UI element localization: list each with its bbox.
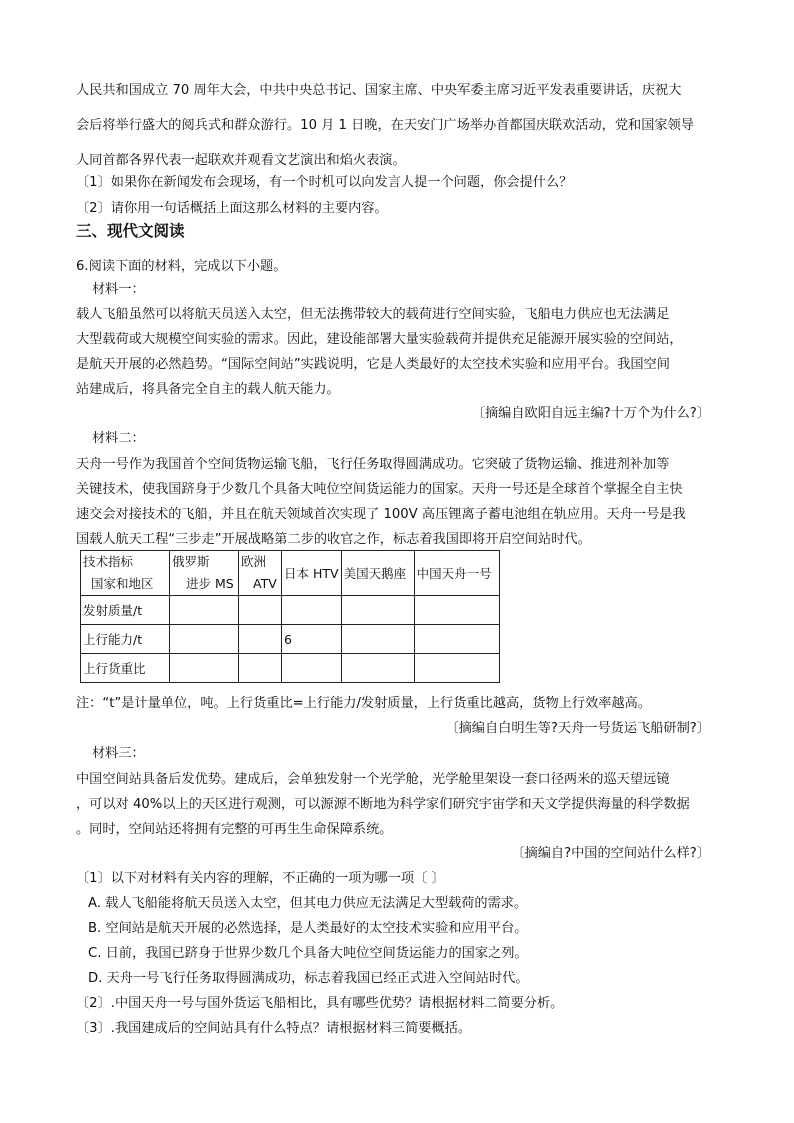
sub-question-2: 〔2〕.中国天舟一号与国外货运飞船相比，具有哪些优势？请根据材料二简要分析。 xyxy=(76,996,564,1011)
column-header-top: 美国天鹅座 xyxy=(343,566,407,581)
table-cell xyxy=(341,625,414,654)
column-header-europe xyxy=(239,551,282,596)
table-row xyxy=(81,625,500,654)
column-header-bottom: ATV xyxy=(253,576,277,591)
option-a: A. 载人飞船能将航天员送入太空，但其电力供应无法满足大型载荷的需求。 xyxy=(88,896,528,911)
table-corner-cell xyxy=(81,551,170,596)
section-title: 三、现代文阅读 xyxy=(76,222,185,240)
material-3-line-1: 中国空间站具备后发优势。建成后，会单独发射一个光学舱，光学舱里架设一套口径两米的巡天望远镜 xyxy=(76,772,670,787)
intro-line-3: 人同首都各界代表一起联欢并观看文艺演出和焰火表演。 xyxy=(76,153,406,168)
question-2: 〔2〕请你用一句话概括上面这那么材料的主要内容。 xyxy=(76,201,388,216)
material-1-line-1: 载人飞船虽然可以将航天员送入太空，但无法携带较大的载荷进行空间实验，飞船电力供应也无法满足 xyxy=(76,307,670,322)
material-2-line-2: 关键技术，使我国跻身于少数几个具备大吨位空间货运能力的国家。天舟一号还是全球首个掌握全自主快 xyxy=(76,482,683,497)
material-2-line-3: 速交会对接技术的飞船，并且在航天领域首次实现了 100V 高压锂离子蓄电池组在轨应用。天舟一号是我 xyxy=(76,507,686,522)
column-header-china xyxy=(414,551,499,596)
question-1: 〔1〕如果你在新闻发布会现场，有一个时机可以向发言人提一个问题，你会提什么？ xyxy=(76,175,573,190)
column-header-top: 俄罗斯 xyxy=(172,554,210,569)
option-c: C. 日前，我国已跻身于世界少数几个具备大吨位空间货运能力的国家之列。 xyxy=(88,946,528,961)
column-header-russia xyxy=(170,551,239,596)
column-header-usa xyxy=(341,551,414,596)
intro-line-1: 人民共和国成立 70 周年大会，中共中央总书记、国家主席、中央军委主席习近平发表重要讲话，庆祝大 xyxy=(76,83,682,98)
table-note: 注：“t”是计量单位，吨。上行货重比=上行能力/发射质量，上行货重比越高，货物上行效率越高。 xyxy=(76,696,652,711)
table-row xyxy=(81,654,500,683)
row-label: 发射质量/t xyxy=(81,596,170,625)
question-6-stem: 6.阅读下面的材料，完成以下小题。 xyxy=(76,259,287,274)
table-cell xyxy=(170,625,239,654)
row-label: 上行能力/t xyxy=(81,625,170,654)
option-d: D. 天舟一号飞行任务取得圆满成功，标志着我国已经正式进入空间站时代。 xyxy=(88,971,529,986)
table-cell xyxy=(239,654,282,683)
table-cell xyxy=(239,625,282,654)
material-1-line-3: 是航天开展的必然趋势。“国际空间站”实践说明，它是人类最好的太空技术实验和应用平台。我国空间 xyxy=(76,357,670,372)
material-1-label: 材料一： xyxy=(92,282,145,297)
material-2-line-4: 国载人航天工程“三步走”开展战略第二步的收官之作，标志着我国即将开启空间站时代。 xyxy=(76,532,591,547)
table-cell xyxy=(239,596,282,625)
material-2-line-1: 天舟一号作为我国首个空间货物运输飞船，飞行任务取得圆满成功。它突破了货物运输、推进剂补加等 xyxy=(76,457,670,472)
table-cell xyxy=(282,596,342,625)
material-3-label: 材料三： xyxy=(92,746,145,761)
table-cell: 6 xyxy=(282,625,342,654)
material-1-source: 〔摘编自欧阳自远主编?十万个为什么?〕 xyxy=(471,406,710,421)
column-header-japan xyxy=(282,551,342,596)
material-1-line-2: 大型载荷或大规模空间实验的需求。因此，建设能部署大量实验载荷并提供充足能源开展实验的空间站， xyxy=(76,332,683,347)
material-2-source: 〔摘编自白明生等?天舟一号货运飞船研制?〕 xyxy=(445,721,710,736)
spacecraft-comparison-table xyxy=(80,550,500,683)
material-2-label: 材料二： xyxy=(92,431,145,446)
material-3-line-2: ，可以对 40%以上的天区进行观测，可以源源不断地为科学家们研究宇宙学和天文学提供海量的科学数据 xyxy=(76,797,690,812)
column-header-bottom: 进步 MS xyxy=(186,576,234,591)
table-cell xyxy=(414,596,499,625)
material-3-source: 〔摘编自?中国的空间站什么样?〕 xyxy=(511,846,710,861)
column-header-top: 欧洲 xyxy=(241,554,267,569)
corner-top-label: 技术指标 xyxy=(83,554,134,569)
table-row xyxy=(81,596,500,625)
column-header-top: 中国天舟一号 xyxy=(416,566,492,581)
row-label: 上行货重比 xyxy=(81,654,170,683)
table-cell xyxy=(341,596,414,625)
intro-line-2: 会后将举行盛大的阅兵式和群众游行。10 月 1 日晚，在天安门广场举办首都国庆联欢活动，党和国家领导 xyxy=(76,118,694,133)
table-header-row xyxy=(81,551,500,596)
table-cell xyxy=(282,654,342,683)
sub-question-3: 〔3〕.我国建成后的空间站具有什么特点？请根据材料三简要概括。 xyxy=(76,1021,472,1036)
table-cell xyxy=(170,654,239,683)
material-3-line-3: 。同时，空间站还将拥有完整的可再生生命保障系统。 xyxy=(76,822,393,837)
table-cell xyxy=(414,625,499,654)
corner-bottom-label: 国家和地区 xyxy=(91,576,154,591)
column-header-top: 日本 HTV xyxy=(284,566,339,581)
table-cell xyxy=(414,654,499,683)
table-cell xyxy=(341,654,414,683)
table-cell xyxy=(170,596,239,625)
material-1-line-4: 站建成后，将具备完全自主的载人航天能力。 xyxy=(76,382,340,397)
option-b: B. 空间站是航天开展的必然选择，是人类最好的太空技术实验和应用平台。 xyxy=(88,921,528,936)
sub-question-1-stem: 〔1〕以下对材料有关内容的理解，不正确的一项为哪一项〔 〕 xyxy=(76,871,445,886)
